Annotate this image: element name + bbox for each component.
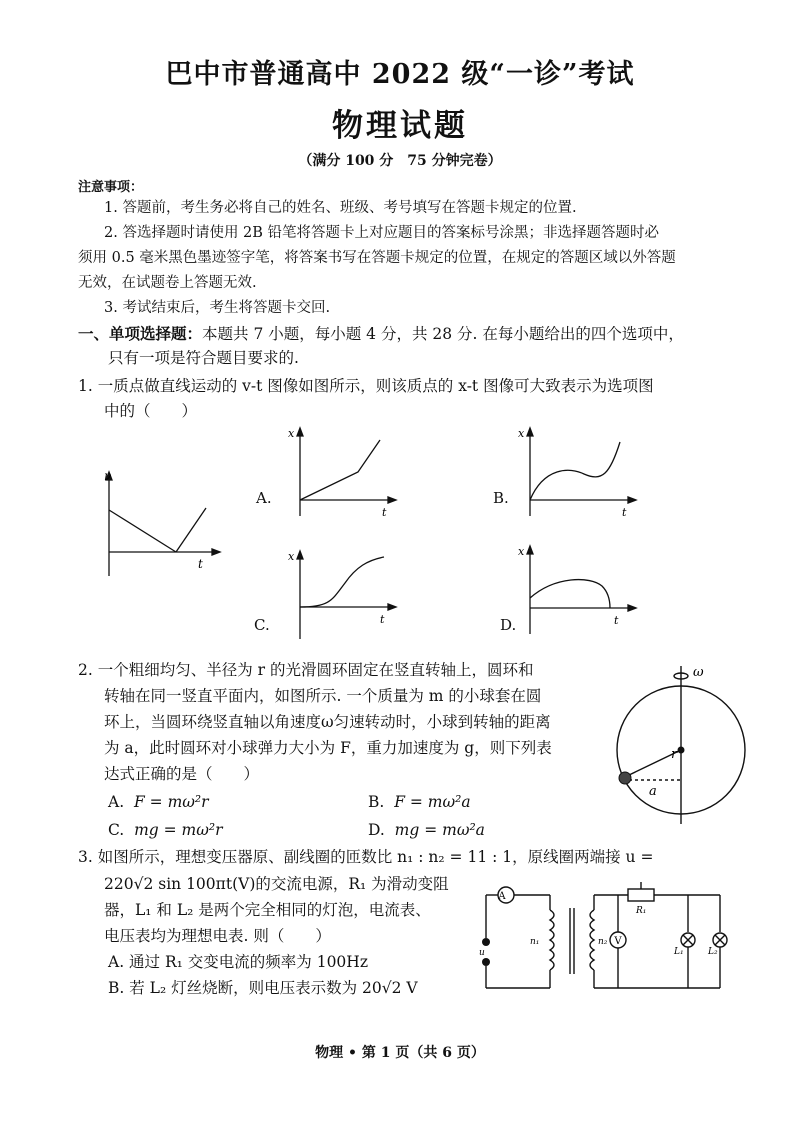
vt-x-label: t xyxy=(198,557,203,571)
exam-title: 巴中市普通高中 2022 级“一诊”考试 xyxy=(165,59,635,90)
notice-item-2-line-3: 无效，在试题卷上答题无效. xyxy=(78,275,257,291)
q2-ring-figure xyxy=(605,658,755,828)
q2-option-a-expr: F = mω²r xyxy=(133,793,209,811)
option-d-y-label: x xyxy=(518,545,525,558)
q1-option-d-label[interactable]: D. xyxy=(500,616,517,634)
q2-stem-line-5: 达式正确的是（ ） xyxy=(104,765,260,783)
q2-option-a-label: A. xyxy=(108,793,125,811)
n1-label: n₁ xyxy=(530,937,540,947)
q2-stem-line-3: 环上，当圆环绕竖直轴以角速度ω匀速转动时，小球到转轴的距离 xyxy=(104,713,551,731)
q3-stem-line-3: 器，L₁ 和 L₂ 是两个完全相同的灯泡，电流表、 xyxy=(104,901,431,919)
primary-coil xyxy=(550,910,554,970)
rheostat-r1 xyxy=(628,889,654,901)
option-c-x-label: t xyxy=(380,613,385,626)
q1-stem-line-2: 中的（ ） xyxy=(104,402,198,420)
q3-option-a[interactable]: A. 通过 R₁ 交变电流的频率为 100Hz xyxy=(108,953,368,971)
voltmeter-label: V xyxy=(614,936,622,947)
q1-option-b-graph xyxy=(510,422,640,522)
option-d-curve xyxy=(530,580,610,608)
q2-option-a[interactable] xyxy=(108,790,209,814)
notice-item-1: 1. 答题前，考生务必将自己的姓名、班级、考号填写在答题卡规定的位置. xyxy=(104,200,577,216)
q1-option-c-graph xyxy=(280,545,400,645)
q1-option-d-graph xyxy=(510,540,640,640)
r1-label: R₁ xyxy=(636,906,647,916)
secondary-coil xyxy=(590,910,594,970)
option-c-curve xyxy=(300,557,384,607)
q2-option-d[interactable] xyxy=(368,818,485,842)
q2-option-b-label: B. xyxy=(368,793,385,811)
notice-item-2-line-1: 2. 答选择题时请使用 2B 铅笔将答题卡上对应题目的答案标号涂黑；非选择题答题时必 xyxy=(104,225,660,241)
l2-label: L₂ xyxy=(708,947,718,957)
vt-line-increasing xyxy=(176,508,206,552)
ammeter-label: A xyxy=(498,891,506,902)
section-1-line-2: 只有一项是符合题目要求的. xyxy=(108,349,299,367)
page-footer: 物理 • 第 1 页（共 6 页） xyxy=(315,1045,485,1061)
q2-option-c[interactable] xyxy=(108,818,223,842)
omega-label: ω xyxy=(693,665,704,680)
notice-heading: 注意事项： xyxy=(78,180,144,195)
ball xyxy=(619,772,631,784)
q2-stem-line-4: 为 a，此时圆环对小球弹力大小为 F，重力加速度为 g，则下列表 xyxy=(104,739,552,757)
option-b-x-label: t xyxy=(622,506,627,519)
section-1-line-1: 本题共 7 小题，每小题 4 分，共 28 分. 在每小题给出的四个选项中， xyxy=(202,325,684,343)
source-terminal-bottom xyxy=(482,958,490,966)
option-a-curve xyxy=(300,440,380,500)
option-c-y-label: x xyxy=(288,550,295,563)
q1-option-a-graph xyxy=(280,422,400,522)
q3-stem-line-2: 220√2 sin 100πt(V)的交流电源，R₁ 为滑动变阻 xyxy=(104,875,449,893)
r-label: r xyxy=(671,747,678,762)
q3-stem-line-4: 电压表均为理想电表. 则（ ） xyxy=(104,927,331,945)
option-b-y-label: x xyxy=(518,427,525,440)
source-label: u xyxy=(479,948,485,958)
exam-meta: （满分 100 分 75 分钟完卷） xyxy=(298,153,502,169)
section-1-heading: 一、单项选择题： xyxy=(78,324,203,343)
q3-circuit xyxy=(478,880,753,1000)
q1-stem-line-1: 1. 一质点做直线运动的 v-t 图像如图所示，则该质点的 x-t 图像可大致表示为选项图 xyxy=(78,377,654,395)
l1-label: L₁ xyxy=(674,947,684,957)
q2-option-c-label: C. xyxy=(108,821,125,839)
q1-option-b-label[interactable]: B. xyxy=(493,489,509,507)
q2-option-d-expr: mg = mω²a xyxy=(394,821,485,839)
notice-item-2-line-2: 须用 0.5 毫米黑色墨迹签字笔，将答案书写在答题卡规定的位置，在规定的答题区域以外答题 xyxy=(78,250,676,266)
q2-option-d-label: D. xyxy=(368,821,385,839)
a-label: a xyxy=(649,784,657,799)
option-a-y-label: x xyxy=(288,427,295,440)
source-terminal-top xyxy=(482,938,490,946)
q2-stem-line-1: 2. 一个粗细均匀、半径为 r 的光滑圆环固定在竖直转轴上，圆环和 xyxy=(78,661,534,679)
q1-option-a-label[interactable]: A. xyxy=(256,489,272,507)
option-b-curve xyxy=(530,442,620,500)
subject-title: 物理试题 xyxy=(332,108,468,144)
option-a-x-label: t xyxy=(382,506,387,519)
q3-stem-line-1: 3. 如图所示，理想变压器原、副线圈的匝数比 n₁ : n₂ = 11 : 1，原线圈两端接 u = xyxy=(78,848,654,866)
q2-option-c-expr: mg = mω²r xyxy=(134,821,223,839)
q2-option-b-expr: F = mω²a xyxy=(394,793,471,811)
vt-y-label: ν xyxy=(104,469,112,483)
option-d-x-label: t xyxy=(614,614,619,627)
vt-x-arrow xyxy=(212,549,220,555)
vt-line-decreasing xyxy=(109,510,176,552)
ring-center xyxy=(678,747,685,754)
q2-option-b[interactable] xyxy=(368,790,471,814)
q2-stem-line-2: 转轴在同一竖直平面内，如图所示. 一个质量为 m 的小球套在圆 xyxy=(104,687,542,705)
section-1-header xyxy=(78,322,684,346)
q1-vt-graph xyxy=(96,468,226,588)
q3-option-b[interactable]: B. 若 L₂ 灯丝烧断，则电压表示数为 20√2 V xyxy=(108,979,418,997)
q1-option-c-label[interactable]: C. xyxy=(254,616,270,634)
n2-label: n₂ xyxy=(598,937,608,947)
notice-item-3: 3. 考试结束后，考生将答题卡交回. xyxy=(104,300,331,316)
